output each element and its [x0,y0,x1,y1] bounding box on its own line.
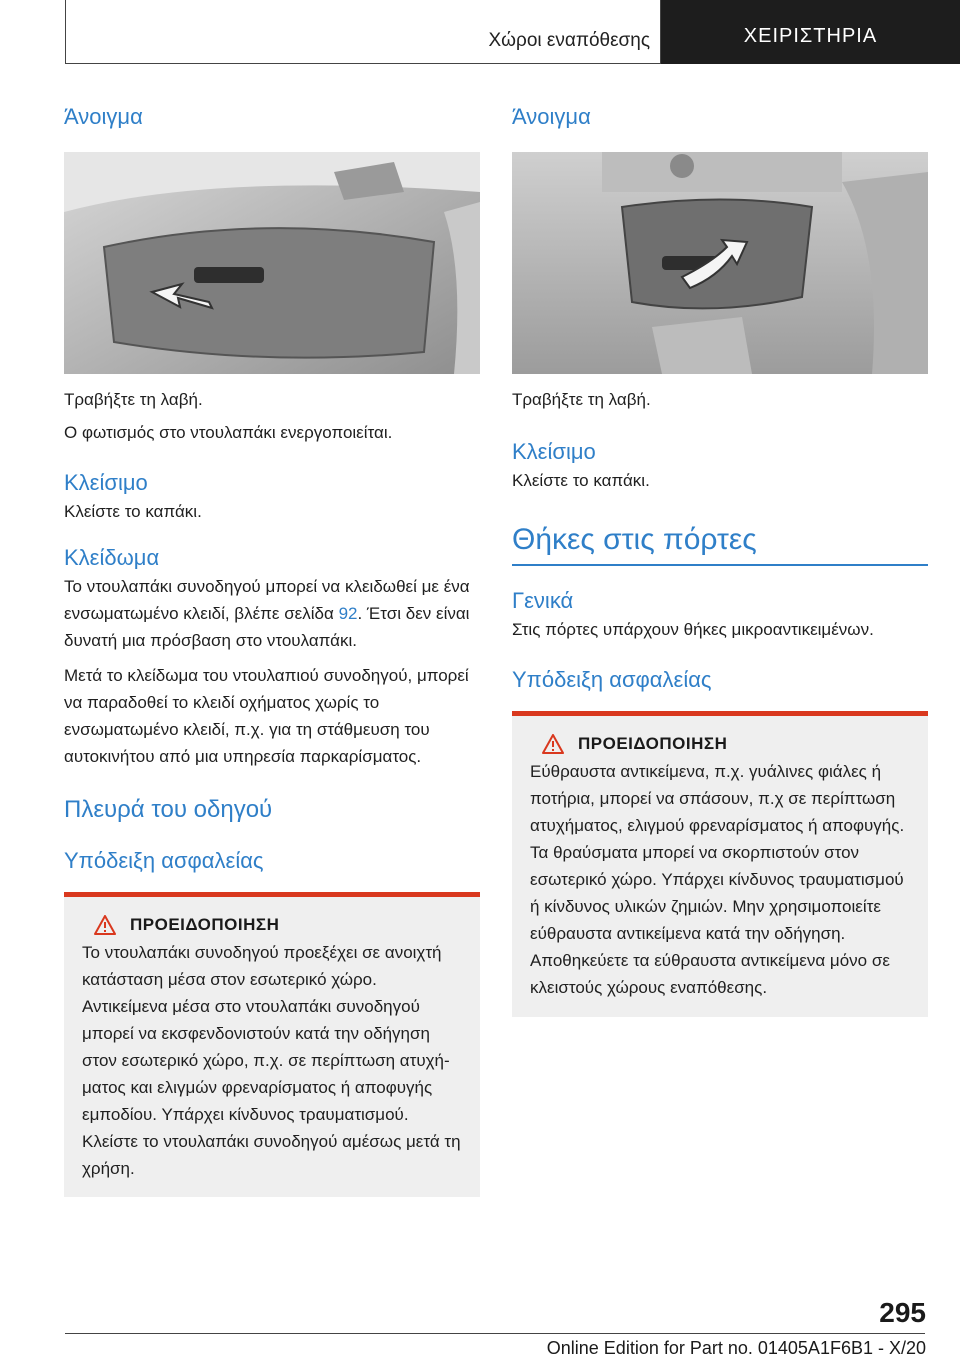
left-column [64,98,480,1197]
general-heading: Γενικά [512,588,574,613]
locking-heading: Κλείδωμα [64,545,160,570]
warning-text: Το ντουλαπάκι συνοδηγού προεξέχει σε ανοιχτή κατάσταση μέσα στον εσωτερικό χώρο. Αντικείμενα μέσα στο ντουλαπάκι συνοδηγού μπορεί να εκσφενδονιστούν κατά την οδήγηση στον εσωτερικό χώρο, π.χ. σε περίπτωση ατυχήματος και ελιγμών φρεναρίσματος ή αποφυγής εμποδίου. Υπάρχει κίνδυνος τραυματισμού. Κλείστε το ντουλαπάκι συνοδηγού αμέσως μετά τη χρήση. [82,943,461,1178]
warning-box-right [512,711,928,1017]
opening-heading-right: Άνοιγμα [512,104,591,129]
compartment-photo [512,152,928,374]
warning-triangle-icon [94,915,116,935]
warning-text-right: Εύθραυστα αντικείμενα, π.χ. γυάλινες φιάλες ή ποτήρια, μπορεί να σπάσουν, π.χ σε περίπτωση ατυχήματος, ελιγμού φρεναρίσματος ή αποφυγής. Τα θραύσματα μπορεί να σκορπιστούν στον εσωτερικό χώρο. Υπάρχει κίνδυνος τραυματισμού ή κίνδυνος υλικών ζημιών. Μην χρησιμοποιείτε εύθραυστα αντικείμενα κατά την οδήγηση. Αποθηκεύετε τα εύθραυστα αντικείμενα μόνο σε κλειστούς χώρους εναπόθεσης. [530,762,905,997]
warning-title-right: ΠΡΟΕΙΔΟΠΟΙΗΣΗ [578,734,728,753]
closing-text: Κλείστε το καπάκι. [64,502,202,521]
page-link-92[interactable]: 92 [338,604,358,623]
pull-handle-text: Τραβήξτε τη λαβή. [64,390,203,409]
compartment-illustration [512,152,928,374]
page-number: 295 [879,1297,926,1328]
light-on-text: Ο φωτισμός στο ντουλαπάκι ενεργοποιείται. [64,423,393,442]
section-title: Χώροι εναπόθεσης [488,30,650,51]
warning-title: ΠΡΟΕΙΔΟΠΟΙΗΣΗ [130,915,280,934]
safety-heading-right: Υπόδειξη ασφαλείας [512,667,712,692]
glovebox-photo [64,152,480,374]
warning-box [64,892,480,1197]
safety-heading: Υπόδειξη ασφαλείας [64,848,264,873]
locking-text [64,573,480,654]
closing-heading-right: Κλείσιμο [512,439,596,464]
pull-handle-text-right: Τραβήξτε τη λαβή. [512,390,651,409]
general-text: Στις πόρτες υπάρχουν θήκες μικροαντικειμένων. [512,620,874,639]
driver-side-heading: Πλευρά του οδηγού [64,796,273,823]
glovebox-illustration [64,152,480,374]
warning-header [94,915,462,935]
locking-text-b: . Έτσι δεν είναι δυνατή μια πρόσβαση στο ντουλαπάκι. [64,604,470,650]
edition-text: Online Edition for Part no. 01405A1F6B1 - X/20 [546,1338,926,1358]
door-pockets-heading: Θήκες στις πόρτες [512,523,757,556]
closing-text-right: Κλείστε το καπάκι. [512,471,650,490]
closing-heading: Κλείσιμο [64,470,148,495]
warning-triangle-icon [542,734,564,754]
right-column [512,98,928,1017]
opening-heading: Άνοιγμα [64,104,143,129]
warning-header-right [542,734,910,754]
locking-text-a: Το ντουλαπάκι συνοδηγού μπορεί να κλειδωθεί με ένα ενσωματωμένο κλειδί, βλέπε σελίδα [64,577,470,623]
locking-text-2: Μετά το κλείδωμα του ντουλαπιού συνοδηγού, μπορεί να παραδοθεί το κλειδί οχήματος χωρίς το ενσωματωμένο κλειδί, π.χ. για τη στάθμευση του αυτοκινήτου από μια υπηρεσία παρκαρίσματος. [64,666,469,766]
chapter-tab: ΧΕΙΡΙΣΤΗΡΙΑ [661,0,960,64]
footer-divider [65,1333,925,1334]
section-divider [512,564,928,566]
